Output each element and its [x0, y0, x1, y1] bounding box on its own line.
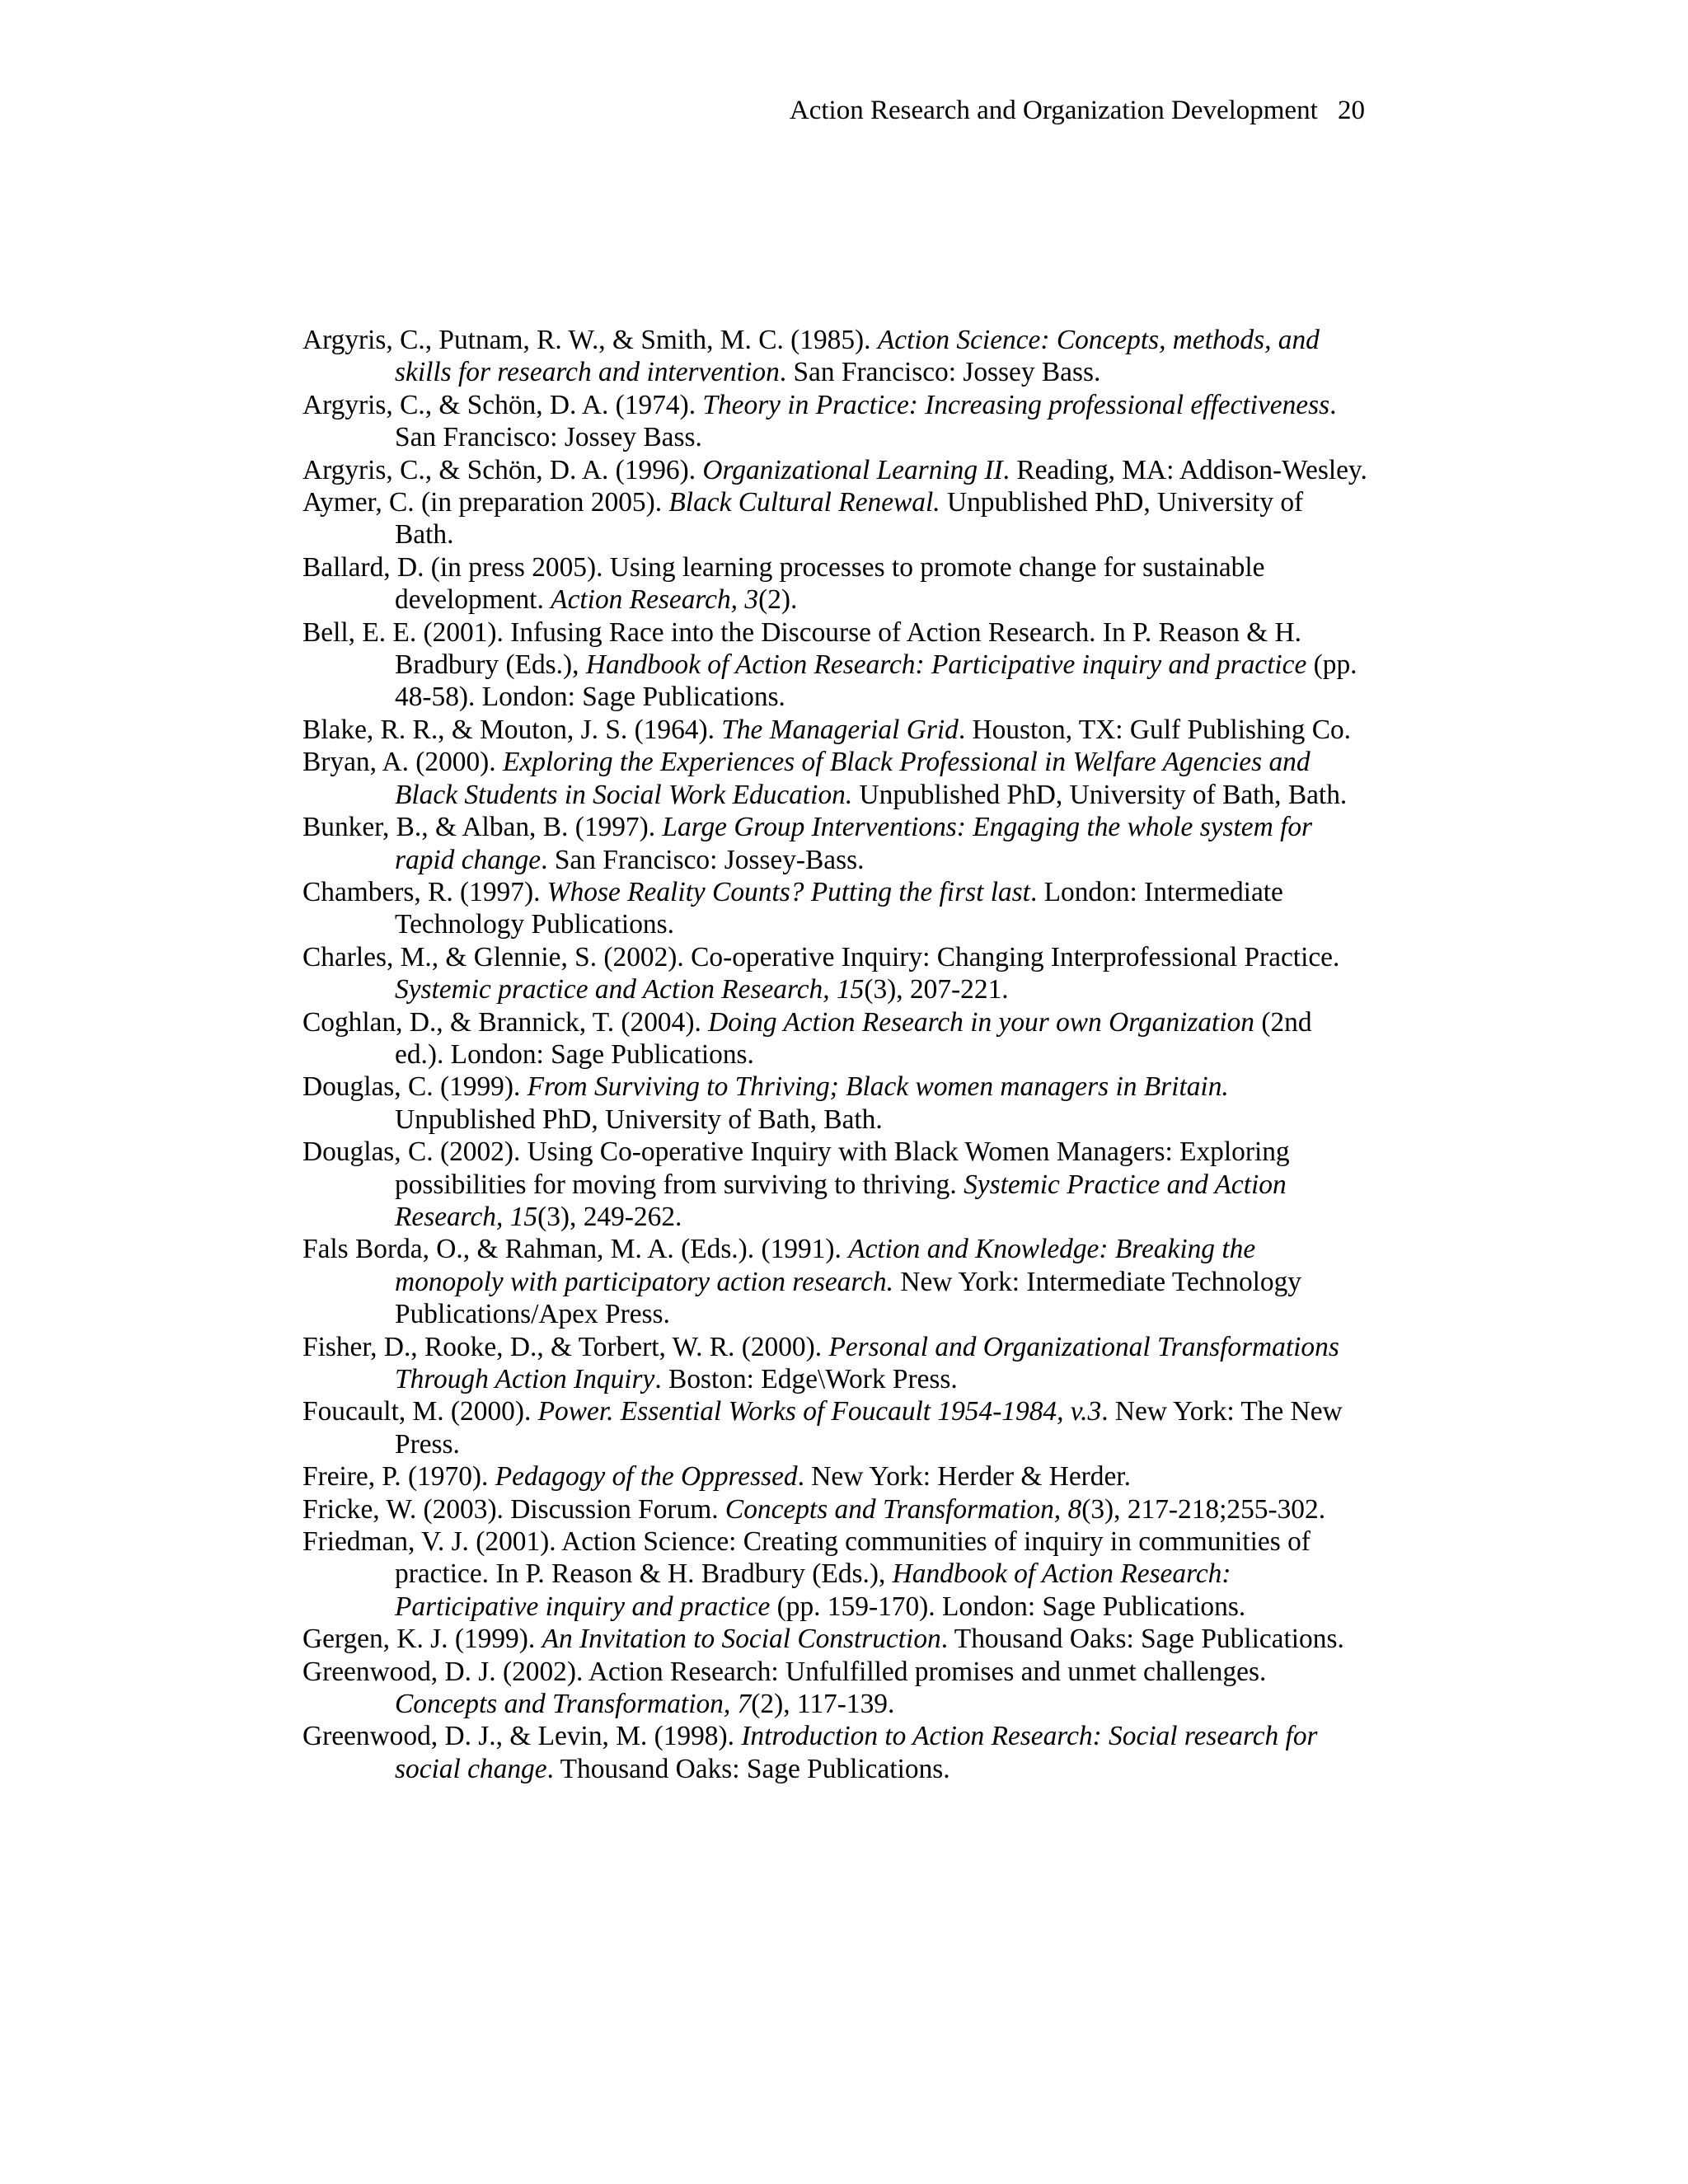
- reference-authors-text: Charles, M., & Glennie, S. (2002). Co-operative Inquiry: Changing Interprofessional Practice.: [302, 941, 1340, 972]
- reference-entry: [302, 811, 1367, 876]
- reference-title: Handbook of Action Research: Participative inquiry and practice: [395, 1558, 1231, 1622]
- reference-publication-text: . Thousand Oaks: Sage Publications.: [940, 1624, 1344, 1655]
- reference-title: Systemic practice and Action Research, 15: [395, 974, 865, 1005]
- reference-title: Handbook of Action Research: Participative inquiry and practice: [585, 649, 1307, 681]
- reference-entry: [302, 876, 1367, 941]
- reference-title: Power. Essential Works of Foucault 1954-1984, v.3: [537, 1396, 1102, 1427]
- reference-publication-text: (pp. 159-170). London: Sage Publications.: [770, 1591, 1246, 1622]
- reference-title: An Invitation to Social Construction: [542, 1624, 941, 1655]
- reference-entry: [302, 389, 1367, 454]
- reference-title: Concepts and Transformation, 8: [724, 1493, 1082, 1525]
- reference-title: Exploring the Experiences of Black Professional in Welfare Agencies and Black Students in Social Work Education.: [395, 747, 1311, 810]
- reference-entry: [302, 1071, 1367, 1136]
- reference-authors-text: Gergen, K. J. (1999).: [302, 1624, 542, 1655]
- reference-entry: [302, 1233, 1367, 1330]
- reference-entry: [302, 454, 1367, 486]
- reference-authors-text: Douglas, C. (2002). Using Co-operative Inquiry with Black Women Managers: Exploring possibilities for moving from surviving to thriving.: [302, 1137, 1290, 1200]
- reference-title: Action and Knowledge: Breaking the monopoly with participatory action research.: [395, 1234, 1256, 1297]
- reference-title: Action Research, 3: [551, 584, 759, 616]
- reference-title: Large Group Interventions: Engaging the whole system for rapid change: [395, 812, 1313, 875]
- reference-entry: [302, 1395, 1367, 1460]
- reference-publication-text: (3), 217-218;255-302.: [1081, 1493, 1326, 1525]
- reference-title: Systemic Practice and Action Research, 15: [395, 1169, 1287, 1232]
- reference-authors-text: Douglas, C. (1999).: [302, 1071, 528, 1103]
- reference-entry: [302, 1493, 1367, 1526]
- running-head: [790, 89, 1365, 132]
- reference-authors-text: Argyris, C., Putnam, R. W., & Smith, M. C. (1985).: [302, 325, 878, 355]
- reference-authors-text: Fals Borda, O., & Rahman, M. A. (Eds.). (1991).: [302, 1234, 849, 1265]
- reference-authors-text: Fisher, D., Rooke, D., & Torbert, W. R. (2000).: [302, 1331, 829, 1362]
- reference-title: From Surviving to Thriving; Black women managers in Britain.: [527, 1071, 1229, 1103]
- reference-authors-text: Bunker, B., & Alban, B. (1997).: [302, 812, 663, 843]
- reference-publication-text: . Boston: Edge\Work Press.: [654, 1364, 958, 1394]
- reference-publication-text: New York: Intermediate Technology Publications/Apex Press.: [395, 1266, 1302, 1330]
- reference-entry: [302, 486, 1367, 551]
- reference-authors-text: Blake, R. R., & Mouton, J. S. (1964).: [302, 714, 722, 745]
- reference-publication-text: Unpublished PhD, University of Bath, Bath.: [852, 779, 1348, 810]
- reference-authors-text: Greenwood, D. J., & Levin, M. (1998).: [302, 1721, 742, 1752]
- reference-entry: [302, 746, 1367, 811]
- reference-entry: [302, 1720, 1367, 1785]
- reference-entry: [302, 1006, 1367, 1071]
- reference-title: Pedagogy of the Oppressed: [495, 1461, 798, 1493]
- reference-entry: [302, 1460, 1367, 1493]
- reference-authors-text: Coghlan, D., & Brannick, T. (2004).: [302, 1006, 709, 1038]
- reference-entry: [302, 941, 1367, 1006]
- reference-authors-text: Ballard, D. (in press 2005). Using learning processes to promote change for sustainable development.: [302, 551, 1265, 616]
- reference-title: Theory in Practice: Increasing professional effectiveness: [702, 389, 1330, 420]
- reference-title: Concepts and Transformation, 7: [395, 1689, 752, 1720]
- reference-publication-text: . Houston, TX: Gulf Publishing Co.: [958, 714, 1352, 745]
- reference-publication-text: . San Francisco: Jossey Bass.: [395, 389, 1337, 453]
- reference-title: Black Cultural Renewal.: [668, 487, 940, 518]
- reference-publication-text: (3), 207-221.: [864, 974, 1009, 1005]
- reference-entry: [302, 714, 1367, 746]
- reference-entry: [302, 1136, 1367, 1233]
- reference-authors-text: Argyris, C., & Schön, D. A. (1996).: [302, 454, 703, 485]
- reference-authors-text: Foucault, M. (2000).: [302, 1396, 538, 1427]
- reference-title: Personal and Organizational Transformations Through Action Inquiry: [395, 1331, 1339, 1394]
- reference-title: Action Science: Concepts, methods, and skills for research and intervention: [395, 325, 1320, 388]
- reference-authors-text: Argyris, C., & Schön, D. A. (1974).: [302, 389, 703, 420]
- reference-publication-text: (2nd ed.). London: Sage Publications.: [395, 1006, 1312, 1070]
- reference-publication-text: . London: Intermediate Technology Publications.: [395, 876, 1283, 940]
- reference-entry: [302, 1331, 1367, 1396]
- reference-title: Organizational Learning II: [702, 454, 1003, 485]
- reference-publication-text: . New York: The New Press.: [395, 1396, 1343, 1460]
- reference-publication-text: . San Francisco: Jossey Bass.: [779, 357, 1101, 388]
- reference-authors-text: Fricke, W. (2003). Discussion Forum.: [302, 1493, 725, 1525]
- reference-publication-text: Unpublished PhD, University of Bath.: [395, 487, 1304, 551]
- reference-authors-text: Greenwood, D. J. (2002). Action Research: Unfulfilled promises and unmet challenges.: [302, 1656, 1267, 1687]
- reference-publication-text: (2), 117-139.: [751, 1689, 895, 1720]
- reference-authors-text: Bryan, A. (2000).: [302, 747, 503, 778]
- reference-title: The Managerial Grid: [721, 714, 959, 745]
- page-number: 20: [1338, 96, 1365, 125]
- reference-publication-text: . San Francisco: Jossey-Bass.: [541, 844, 865, 875]
- reference-entry: [302, 616, 1367, 714]
- reference-publication-text: (2).: [758, 584, 798, 616]
- reference-entry: [302, 324, 1367, 389]
- reference-list: [302, 324, 1367, 1785]
- reference-authors-text: Aymer, C. (in preparation 2005).: [302, 487, 669, 518]
- reference-publication-text: . New York: Herder & Herder.: [797, 1461, 1131, 1493]
- reference-publication-text: (pp. 48-58). London: Sage Publications.: [395, 649, 1357, 713]
- reference-authors-text: Freire, P. (1970).: [302, 1461, 495, 1493]
- reference-entry: [302, 1656, 1367, 1721]
- reference-title: Whose Reality Counts? Putting the first last: [546, 876, 1030, 907]
- reference-authors-text: Chambers, R. (1997).: [302, 876, 547, 907]
- reference-title: Doing Action Research in your own Organization: [708, 1006, 1254, 1038]
- reference-publication-text: (3), 249-262.: [537, 1201, 682, 1232]
- reference-publication-text: Unpublished PhD, University of Bath, Bath.: [395, 1104, 883, 1135]
- reference-publication-text: . Reading, MA: Addison-Wesley.: [1002, 454, 1367, 485]
- reference-title: Introduction to Action Research: Social research for social change: [395, 1721, 1318, 1784]
- reference-authors-text: Friedman, V. J. (2001). Action Science: Creating communities of inquiry in communities of practice. In P. Reason & H. Bradbury (Eds.),: [302, 1526, 1311, 1590]
- reference-publication-text: . Thousand Oaks: Sage Publications.: [546, 1753, 950, 1784]
- running-title: Action Research and Organization Development: [789, 96, 1318, 125]
- reference-authors-text: Bell, E. E. (2001). Infusing Race into the Discourse of Action Research. In P. Reason & H. Bradbury (Eds.),: [302, 616, 1302, 681]
- reference-entry: [302, 1623, 1367, 1655]
- reference-entry: [302, 1526, 1367, 1623]
- reference-entry: [302, 551, 1367, 616]
